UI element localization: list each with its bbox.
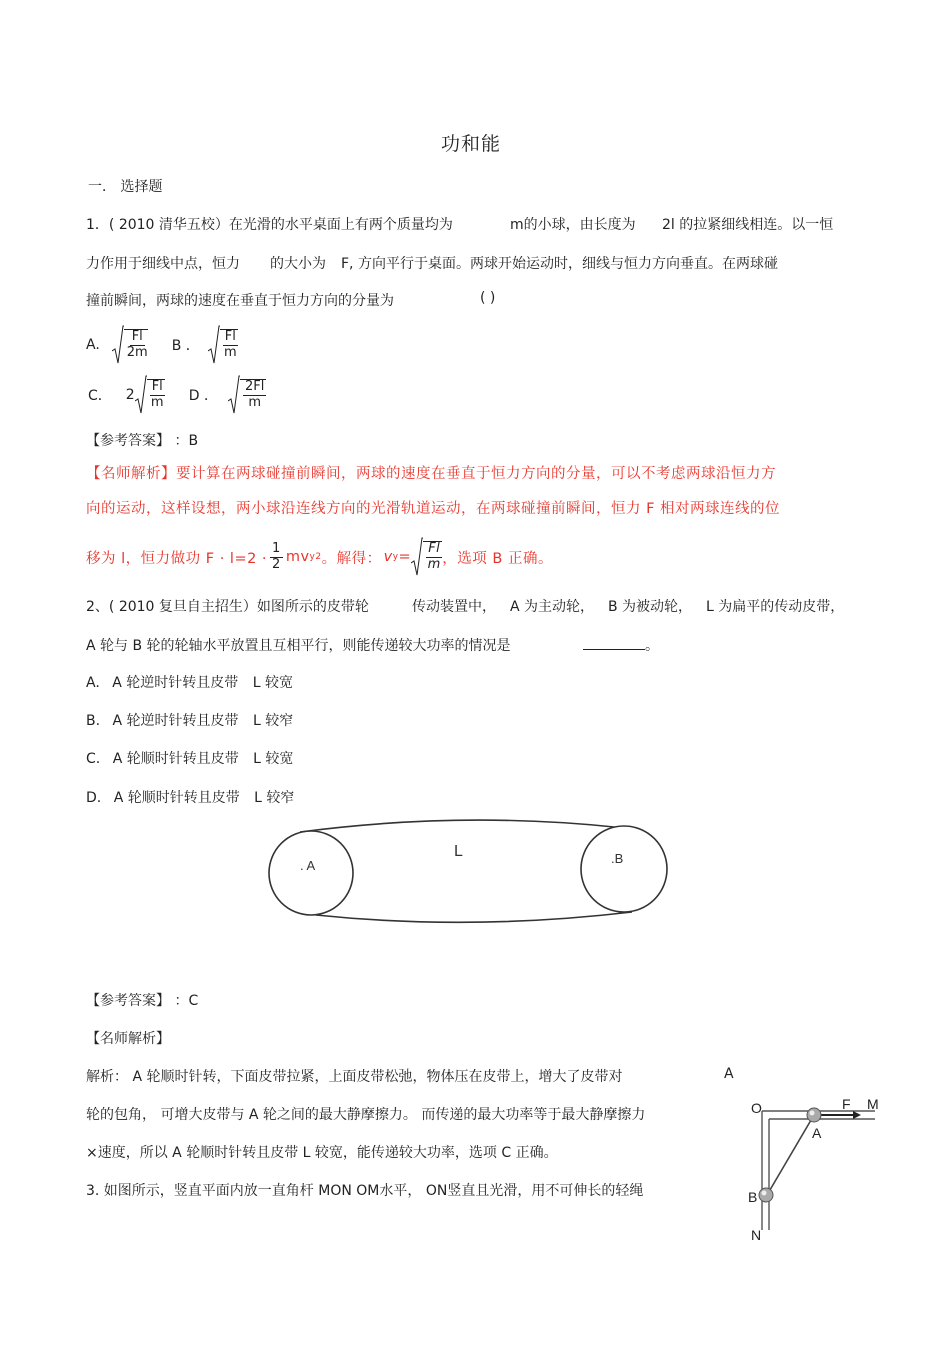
q1-analysis-line3: 移为 l，恒力做功 F · l=2 · $\frac{1}{2}$ mv y 2 。解得： v y = $\frac{Fl}{m}$ ，选项 B 正确。 <box>86 535 553 579</box>
analysis-sqrt-denominator: m <box>427 557 441 572</box>
rope <box>767 1115 814 1195</box>
q1-line1-c: 2l 的拉紧细线相连。以一恒 <box>662 217 834 233</box>
radical-sign-icon <box>228 375 240 415</box>
q1-option-c-denominator: m <box>150 395 164 410</box>
label-n: N <box>751 1227 762 1243</box>
q1-option-c-numerator: Fl <box>151 379 163 395</box>
label-a: A <box>812 1125 822 1141</box>
q2-line1-e: L 为扁平的传动皮带， <box>706 599 845 615</box>
q2-line2: A 轮与 B 轮的轮轴水平放置且互相平行，则能传递较大功率的情况是 <box>86 638 511 654</box>
q1-option-d-numerator: 2Fl <box>245 379 265 395</box>
q1-option-b-denominator: m <box>223 345 237 360</box>
q1-option-a-label: A. <box>86 337 100 353</box>
q1-line1-b: m的小球，由长度为 <box>510 217 636 233</box>
analysis-sqrt-numerator: Fl <box>428 541 441 557</box>
q2-option-tail: L 较窄 <box>254 790 295 806</box>
q1-analysis-line2: 向的运动，这样设想，两小球沿连线方向的光滑轨道运动，在两球碰撞前瞬间，恒力 F 相对两球连线的位 <box>86 501 781 517</box>
q2-option-tail: L 较宽 <box>253 751 294 767</box>
fraction-numerator: 1 <box>272 540 281 556</box>
q1-answer-paren: ( ) <box>480 290 496 306</box>
q1-option-c-label: C． <box>88 388 112 404</box>
q2-option-b <box>86 710 293 730</box>
q2-option-text: A 轮逆时针转且皮带 <box>112 713 239 729</box>
q2-option-c <box>86 748 293 768</box>
q3-line1: 3. 如图所示，竖直平面内放一直角杆 MON OM水平， ON竖直且光滑，用不可伸长的轻绳 <box>86 1183 644 1199</box>
label-f: F <box>842 1096 851 1112</box>
q1-line2-a: 力作用于细线中点，恒力 <box>86 256 240 272</box>
ball-b-highlight <box>762 1191 767 1196</box>
q1-line1-a: 1．( 2010 清华五校）在光滑的水平桌面上有两个质量均为 <box>86 217 453 233</box>
q1-option-c <box>88 373 266 417</box>
q2-line1-b: 传动装置中， <box>412 599 496 615</box>
q2-option-d <box>86 787 294 807</box>
q1-line2-b: 的大小为 <box>270 256 326 272</box>
q2-option-label: D. <box>86 790 102 806</box>
q1-option-d-denominator: m <box>248 395 262 410</box>
q1-option-c-coefficient: 2 <box>125 387 135 403</box>
q1-option-a <box>86 323 238 367</box>
radical-sign-icon <box>411 537 423 577</box>
q1-analysis-line3-a: 移为 l，恒力做功 F · l=2 · <box>86 550 268 567</box>
q2-option-tail: L 较窄 <box>253 713 294 729</box>
q2-analysis-line1: 解析： A 轮顺时针转，下面皮带拉紧，上面皮带松弛，物体压在皮带上，增大了皮带对 <box>86 1069 623 1085</box>
q2-option-a <box>86 672 293 692</box>
section-heading: 一． 选择题 <box>88 179 163 195</box>
right-angle-rod-diagram <box>745 1092 885 1244</box>
sqrt-expression <box>112 325 148 365</box>
sqrt-expression <box>208 325 238 365</box>
pulley-a-label: . A <box>300 858 316 873</box>
label-m: M <box>867 1096 879 1112</box>
q2-option-label: A. <box>86 675 100 691</box>
radical-sign-icon <box>112 325 124 365</box>
pulley-b <box>581 826 667 912</box>
belt-upper <box>300 820 614 832</box>
q1-option-a-numerator: Fl <box>131 329 143 345</box>
q1-option-a-denominator: 2m <box>126 345 148 360</box>
q1-analysis-line3-d: ，选项 B 正确。 <box>442 550 553 567</box>
force-arrow-head-icon <box>853 1111 861 1119</box>
q2-option-text: A 轮顺时针转且皮带 <box>112 751 239 767</box>
sqrt-expression <box>228 375 266 415</box>
fraction-denominator: 2 <box>272 556 281 572</box>
answer-blank <box>583 637 645 650</box>
ball-a-highlight <box>810 1111 815 1116</box>
radical-sign-icon <box>208 325 220 365</box>
pulley-b-label: .B <box>611 851 624 866</box>
ball-b <box>759 1188 773 1202</box>
q2-option-label: B. <box>86 713 101 729</box>
q1-option-d-label: D ． <box>188 388 219 404</box>
label-o: O <box>751 1100 762 1116</box>
q1-analysis-velocity: v <box>383 549 393 565</box>
one-half-fraction <box>270 542 283 573</box>
sqrt-expression <box>135 375 165 415</box>
label-b: B <box>748 1189 758 1205</box>
q2-blank <box>583 635 659 655</box>
belt-lower <box>316 912 632 922</box>
q2-line1-a: 2、( 2010 复旦自主招生）如图所示的皮带轮 <box>86 599 369 615</box>
page-title: 功和能 <box>441 133 502 155</box>
q1-reference-answer: 【参考答案】 ：B <box>86 433 199 449</box>
q2-line1-c: A 为主动轮， <box>510 599 595 615</box>
belt-label: L <box>454 843 463 860</box>
sqrt-expression <box>411 537 442 577</box>
q2-line1-d: B 为被动轮， <box>608 599 693 615</box>
q2-option-text: A 轮逆时针转且皮带 <box>112 675 239 691</box>
q1-analysis-line1: 【名师解析】要计算在两球碰撞前瞬间，两球的速度在垂直于恒力方向的分量，可以不考虑两球沿恒力方 <box>86 466 776 482</box>
q2-analysis-line2: 轮的包角， 可增大皮带与 A 轮之间的最大静摩擦力。 而传递的最大功率等于最大静摩擦力 <box>86 1107 646 1123</box>
radical-sign-icon <box>135 375 147 415</box>
q1-option-b-numerator: Fl <box>224 329 236 345</box>
q1-analysis-mv: mv <box>285 549 310 565</box>
q1-analysis-line3-c: 。解得： <box>321 550 382 567</box>
q2-analysis-line1-end: A <box>724 1066 734 1082</box>
q2-option-text: A 轮顺时针转且皮带 <box>113 790 240 806</box>
q2-option-label: C. <box>86 751 101 767</box>
ball-a <box>807 1108 821 1122</box>
q2-analysis-line3: ×速度，所以 A 轮顺时针转且皮带 L 较宽，能传递较大功率，选项 C 正确。 <box>86 1145 558 1161</box>
q2-option-tail: L 较宽 <box>252 675 293 691</box>
q1-line3: 撞前瞬间，两球的速度在垂直于恒力方向的分量为 <box>86 293 394 309</box>
q2-reference-answer: 【参考答案】 ：C <box>86 993 199 1009</box>
pulley-a <box>269 831 353 915</box>
q1-line2-c: F, 方向平行于桌面。两球开始运动时，细线与恒力方向垂直。在两球碰 <box>341 256 778 272</box>
q2-analysis-title: 【名师解析】 <box>86 1031 170 1047</box>
q2-line2-end: 。 <box>645 638 659 654</box>
q1-option-b-label: B ． <box>171 338 200 354</box>
belt-pulley-diagram <box>260 815 680 930</box>
